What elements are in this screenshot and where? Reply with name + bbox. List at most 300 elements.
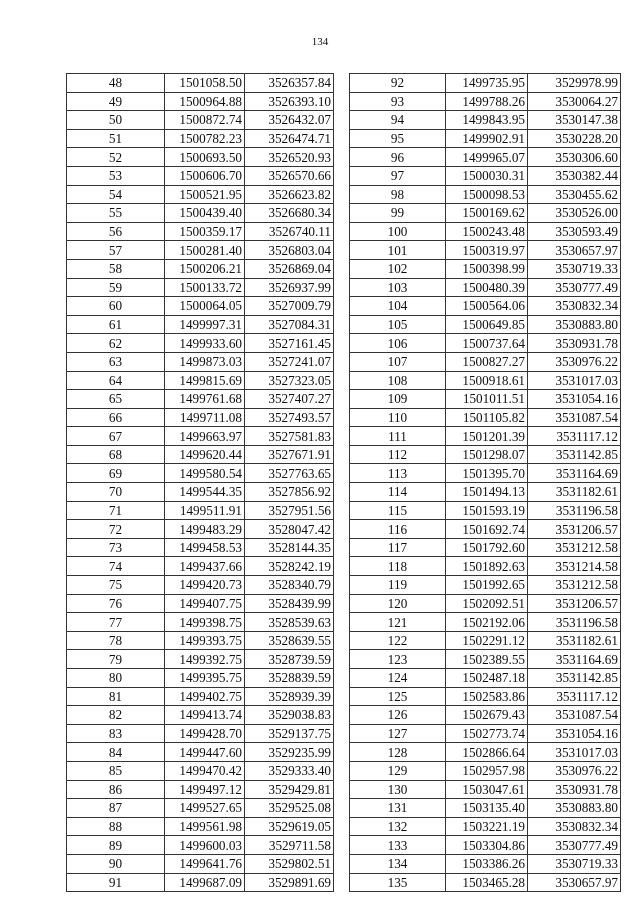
point-number-cell: 125 bbox=[350, 687, 446, 706]
point-number-cell: 95 bbox=[350, 129, 446, 148]
table-row bbox=[67, 166, 334, 185]
point-number-cell: 68 bbox=[67, 445, 165, 464]
table-row bbox=[67, 371, 334, 390]
point-number-cell: 49 bbox=[67, 92, 165, 111]
point-number-cell: 77 bbox=[67, 613, 165, 632]
point-number-cell: 110 bbox=[350, 408, 446, 427]
x-coordinate-cell: 1500872.74 bbox=[165, 111, 245, 130]
table-row bbox=[350, 631, 621, 650]
y-coordinate-cell: 3529333.40 bbox=[245, 761, 334, 780]
y-coordinate-cell: 3530228.20 bbox=[528, 129, 621, 148]
table-row bbox=[350, 799, 621, 818]
y-coordinate-cell: 3529891.69 bbox=[245, 873, 334, 892]
x-coordinate-cell: 1501692.74 bbox=[446, 520, 528, 539]
table-row bbox=[350, 669, 621, 688]
y-coordinate-cell: 3529802.51 bbox=[245, 854, 334, 873]
point-number-cell: 63 bbox=[67, 352, 165, 371]
table-row bbox=[67, 669, 334, 688]
y-coordinate-cell: 3526869.04 bbox=[245, 259, 334, 278]
x-coordinate-cell: 1499620.44 bbox=[165, 445, 245, 464]
point-number-cell: 126 bbox=[350, 706, 446, 725]
table-row bbox=[67, 315, 334, 334]
x-coordinate-cell: 1499873.03 bbox=[165, 352, 245, 371]
x-coordinate-cell: 1499561.98 bbox=[165, 817, 245, 836]
table-row bbox=[67, 520, 334, 539]
x-coordinate-cell: 1501494.13 bbox=[446, 483, 528, 502]
x-coordinate-cell: 1503047.61 bbox=[446, 780, 528, 799]
table-row bbox=[350, 297, 621, 316]
table-row bbox=[350, 315, 621, 334]
point-number-cell: 51 bbox=[67, 129, 165, 148]
x-coordinate-cell: 1500243.48 bbox=[446, 222, 528, 241]
point-number-cell: 72 bbox=[67, 520, 165, 539]
table-row bbox=[350, 594, 621, 613]
table-row bbox=[67, 408, 334, 427]
x-coordinate-cell: 1502773.74 bbox=[446, 724, 528, 743]
point-number-cell: 82 bbox=[67, 706, 165, 725]
x-coordinate-cell: 1503386.26 bbox=[446, 854, 528, 873]
table-row bbox=[67, 297, 334, 316]
table-row bbox=[350, 92, 621, 111]
point-number-cell: 102 bbox=[350, 259, 446, 278]
x-coordinate-cell: 1502957.98 bbox=[446, 761, 528, 780]
point-number-cell: 127 bbox=[350, 724, 446, 743]
y-coordinate-cell: 3528047.42 bbox=[245, 520, 334, 539]
x-coordinate-cell: 1502487.18 bbox=[446, 669, 528, 688]
x-coordinate-cell: 1500827.27 bbox=[446, 352, 528, 371]
point-number-cell: 98 bbox=[350, 185, 446, 204]
y-coordinate-cell: 3527581.83 bbox=[245, 427, 334, 446]
point-number-cell: 100 bbox=[350, 222, 446, 241]
x-coordinate-cell: 1500359.17 bbox=[165, 222, 245, 241]
table-row bbox=[67, 464, 334, 483]
point-number-cell: 50 bbox=[67, 111, 165, 130]
x-coordinate-cell: 1499483.29 bbox=[165, 520, 245, 539]
table-row bbox=[67, 352, 334, 371]
table-row bbox=[67, 743, 334, 762]
y-coordinate-cell: 3531196.58 bbox=[528, 501, 621, 520]
y-coordinate-cell: 3530526.00 bbox=[528, 204, 621, 223]
y-coordinate-cell: 3531017.03 bbox=[528, 743, 621, 762]
table-row bbox=[67, 854, 334, 873]
table-row bbox=[67, 427, 334, 446]
point-number-cell: 117 bbox=[350, 538, 446, 557]
y-coordinate-cell: 3527671.91 bbox=[245, 445, 334, 464]
point-number-cell: 106 bbox=[350, 334, 446, 353]
x-coordinate-cell: 1499641.76 bbox=[165, 854, 245, 873]
table-row bbox=[67, 687, 334, 706]
x-coordinate-cell: 1499420.73 bbox=[165, 576, 245, 595]
point-number-cell: 103 bbox=[350, 278, 446, 297]
y-coordinate-cell: 3529619.05 bbox=[245, 817, 334, 836]
x-coordinate-cell: 1500606.70 bbox=[165, 166, 245, 185]
table-row bbox=[67, 278, 334, 297]
x-coordinate-cell: 1501201.39 bbox=[446, 427, 528, 446]
table-row bbox=[350, 445, 621, 464]
table-row bbox=[67, 92, 334, 111]
y-coordinate-cell: 3526680.34 bbox=[245, 204, 334, 223]
point-number-cell: 129 bbox=[350, 761, 446, 780]
point-number-cell: 116 bbox=[350, 520, 446, 539]
y-coordinate-cell: 3527241.07 bbox=[245, 352, 334, 371]
x-coordinate-cell: 1500398.99 bbox=[446, 259, 528, 278]
x-coordinate-cell: 1499600.03 bbox=[165, 836, 245, 855]
x-coordinate-cell: 1500782.23 bbox=[165, 129, 245, 148]
x-coordinate-cell: 1499407.75 bbox=[165, 594, 245, 613]
y-coordinate-cell: 3531017.03 bbox=[528, 371, 621, 390]
point-number-cell: 121 bbox=[350, 613, 446, 632]
table-row bbox=[67, 204, 334, 223]
x-coordinate-cell: 1499902.91 bbox=[446, 129, 528, 148]
x-coordinate-cell: 1500964.88 bbox=[165, 92, 245, 111]
y-coordinate-cell: 3531164.69 bbox=[528, 650, 621, 669]
y-coordinate-cell: 3531212.58 bbox=[528, 538, 621, 557]
x-coordinate-cell: 1500439.40 bbox=[165, 204, 245, 223]
x-coordinate-cell: 1499843.95 bbox=[446, 111, 528, 130]
table-row bbox=[67, 390, 334, 409]
page-number: 134 bbox=[311, 36, 329, 48]
point-number-cell: 84 bbox=[67, 743, 165, 762]
y-coordinate-cell: 3530883.80 bbox=[528, 799, 621, 818]
x-coordinate-cell: 1499761.68 bbox=[165, 390, 245, 409]
point-number-cell: 112 bbox=[350, 445, 446, 464]
y-coordinate-cell: 3530719.33 bbox=[528, 259, 621, 278]
point-number-cell: 59 bbox=[67, 278, 165, 297]
y-coordinate-cell: 3526432.07 bbox=[245, 111, 334, 130]
point-number-cell: 71 bbox=[67, 501, 165, 520]
table-row bbox=[350, 111, 621, 130]
x-coordinate-cell: 1499458.53 bbox=[165, 538, 245, 557]
y-coordinate-cell: 3526937.99 bbox=[245, 278, 334, 297]
table-row bbox=[350, 538, 621, 557]
y-coordinate-cell: 3530306.60 bbox=[528, 148, 621, 167]
table-row bbox=[67, 129, 334, 148]
point-number-cell: 61 bbox=[67, 315, 165, 334]
y-coordinate-cell: 3530064.27 bbox=[528, 92, 621, 111]
y-coordinate-cell: 3531087.54 bbox=[528, 706, 621, 725]
x-coordinate-cell: 1502679.43 bbox=[446, 706, 528, 725]
point-number-cell: 134 bbox=[350, 854, 446, 873]
table-row bbox=[67, 817, 334, 836]
table-row bbox=[350, 259, 621, 278]
point-number-cell: 89 bbox=[67, 836, 165, 855]
point-number-cell: 107 bbox=[350, 352, 446, 371]
point-number-cell: 62 bbox=[67, 334, 165, 353]
x-coordinate-cell: 1501892.63 bbox=[446, 557, 528, 576]
y-coordinate-cell: 3531054.16 bbox=[528, 724, 621, 743]
y-coordinate-cell: 3526357.84 bbox=[245, 74, 334, 93]
x-coordinate-cell: 1499393.75 bbox=[165, 631, 245, 650]
point-number-cell: 128 bbox=[350, 743, 446, 762]
x-coordinate-cell: 1501395.70 bbox=[446, 464, 528, 483]
x-coordinate-cell: 1500064.05 bbox=[165, 297, 245, 316]
y-coordinate-cell: 3527161.45 bbox=[245, 334, 334, 353]
y-coordinate-cell: 3530657.97 bbox=[528, 241, 621, 260]
x-coordinate-cell: 1500098.53 bbox=[446, 185, 528, 204]
table-row bbox=[67, 650, 334, 669]
point-number-cell: 53 bbox=[67, 166, 165, 185]
point-number-cell: 120 bbox=[350, 594, 446, 613]
point-number-cell: 88 bbox=[67, 817, 165, 836]
point-number-cell: 104 bbox=[350, 297, 446, 316]
point-number-cell: 78 bbox=[67, 631, 165, 650]
y-coordinate-cell: 3531182.61 bbox=[528, 631, 621, 650]
y-coordinate-cell: 3527407.27 bbox=[245, 390, 334, 409]
table-row bbox=[350, 408, 621, 427]
x-coordinate-cell: 1502389.55 bbox=[446, 650, 528, 669]
x-coordinate-cell: 1499413.74 bbox=[165, 706, 245, 725]
table-row bbox=[67, 780, 334, 799]
table-row bbox=[350, 761, 621, 780]
y-coordinate-cell: 3531206.57 bbox=[528, 520, 621, 539]
y-coordinate-cell: 3528242.19 bbox=[245, 557, 334, 576]
table-row bbox=[350, 817, 621, 836]
x-coordinate-cell: 1500030.31 bbox=[446, 166, 528, 185]
table-row bbox=[67, 483, 334, 502]
table-row bbox=[67, 594, 334, 613]
point-number-cell: 64 bbox=[67, 371, 165, 390]
table-row bbox=[67, 631, 334, 650]
table-row bbox=[350, 743, 621, 762]
y-coordinate-cell: 3530931.78 bbox=[528, 334, 621, 353]
y-coordinate-cell: 3529978.99 bbox=[528, 74, 621, 93]
coordinate-table-left bbox=[66, 73, 334, 892]
point-number-cell: 130 bbox=[350, 780, 446, 799]
y-coordinate-cell: 3527323.05 bbox=[245, 371, 334, 390]
y-coordinate-cell: 3526623.82 bbox=[245, 185, 334, 204]
x-coordinate-cell: 1499447.60 bbox=[165, 743, 245, 762]
y-coordinate-cell: 3530719.33 bbox=[528, 854, 621, 873]
y-coordinate-cell: 3531054.16 bbox=[528, 390, 621, 409]
x-coordinate-cell: 1499544.35 bbox=[165, 483, 245, 502]
coordinate-table-right bbox=[349, 73, 621, 892]
y-coordinate-cell: 3529525.08 bbox=[245, 799, 334, 818]
point-number-cell: 123 bbox=[350, 650, 446, 669]
y-coordinate-cell: 3529429.81 bbox=[245, 780, 334, 799]
table-row bbox=[67, 576, 334, 595]
table-row bbox=[350, 148, 621, 167]
x-coordinate-cell: 1499392.75 bbox=[165, 650, 245, 669]
y-coordinate-cell: 3530147.38 bbox=[528, 111, 621, 130]
x-coordinate-cell: 1503304.86 bbox=[446, 836, 528, 855]
table-row bbox=[350, 780, 621, 799]
x-coordinate-cell: 1499527.65 bbox=[165, 799, 245, 818]
x-coordinate-cell: 1501011.51 bbox=[446, 390, 528, 409]
y-coordinate-cell: 3531182.61 bbox=[528, 483, 621, 502]
point-number-cell: 48 bbox=[67, 74, 165, 93]
y-coordinate-cell: 3527084.31 bbox=[245, 315, 334, 334]
table-row bbox=[350, 706, 621, 725]
y-coordinate-cell: 3528340.79 bbox=[245, 576, 334, 595]
x-coordinate-cell: 1500281.40 bbox=[165, 241, 245, 260]
y-coordinate-cell: 3526393.10 bbox=[245, 92, 334, 111]
y-coordinate-cell: 3531164.69 bbox=[528, 464, 621, 483]
table-row bbox=[67, 724, 334, 743]
point-number-cell: 109 bbox=[350, 390, 446, 409]
table-row bbox=[67, 538, 334, 557]
point-number-cell: 133 bbox=[350, 836, 446, 855]
y-coordinate-cell: 3530976.22 bbox=[528, 761, 621, 780]
x-coordinate-cell: 1500133.72 bbox=[165, 278, 245, 297]
table-row bbox=[350, 427, 621, 446]
point-number-cell: 122 bbox=[350, 631, 446, 650]
point-number-cell: 70 bbox=[67, 483, 165, 502]
y-coordinate-cell: 3531214.58 bbox=[528, 557, 621, 576]
y-coordinate-cell: 3528539.63 bbox=[245, 613, 334, 632]
y-coordinate-cell: 3531142.85 bbox=[528, 669, 621, 688]
table-row bbox=[67, 185, 334, 204]
y-coordinate-cell: 3530883.80 bbox=[528, 315, 621, 334]
x-coordinate-cell: 1499815.69 bbox=[165, 371, 245, 390]
y-coordinate-cell: 3527951.56 bbox=[245, 501, 334, 520]
y-coordinate-cell: 3530593.49 bbox=[528, 222, 621, 241]
x-coordinate-cell: 1502583.86 bbox=[446, 687, 528, 706]
table-row bbox=[67, 222, 334, 241]
table-row bbox=[350, 576, 621, 595]
x-coordinate-cell: 1502192.06 bbox=[446, 613, 528, 632]
point-number-cell: 97 bbox=[350, 166, 446, 185]
y-coordinate-cell: 3527009.79 bbox=[245, 297, 334, 316]
y-coordinate-cell: 3530976.22 bbox=[528, 352, 621, 371]
point-number-cell: 90 bbox=[67, 854, 165, 873]
y-coordinate-cell: 3529235.99 bbox=[245, 743, 334, 762]
x-coordinate-cell: 1499398.75 bbox=[165, 613, 245, 632]
point-number-cell: 111 bbox=[350, 427, 446, 446]
table-row bbox=[350, 520, 621, 539]
x-coordinate-cell: 1499735.95 bbox=[446, 74, 528, 93]
table-row bbox=[350, 501, 621, 520]
point-number-cell: 86 bbox=[67, 780, 165, 799]
y-coordinate-cell: 3530455.62 bbox=[528, 185, 621, 204]
y-coordinate-cell: 3526520.93 bbox=[245, 148, 334, 167]
table-row bbox=[67, 761, 334, 780]
x-coordinate-cell: 1499965.07 bbox=[446, 148, 528, 167]
point-number-cell: 69 bbox=[67, 464, 165, 483]
y-coordinate-cell: 3526474.71 bbox=[245, 129, 334, 148]
point-number-cell: 118 bbox=[350, 557, 446, 576]
y-coordinate-cell: 3531117.12 bbox=[528, 427, 621, 446]
table-row bbox=[350, 185, 621, 204]
x-coordinate-cell: 1501593.19 bbox=[446, 501, 528, 520]
point-number-cell: 92 bbox=[350, 74, 446, 93]
table-row bbox=[67, 148, 334, 167]
coordinate-table-left-body bbox=[67, 74, 334, 892]
point-number-cell: 56 bbox=[67, 222, 165, 241]
table-row bbox=[350, 873, 621, 892]
point-number-cell: 99 bbox=[350, 204, 446, 223]
table-row bbox=[350, 836, 621, 855]
y-coordinate-cell: 3531212.58 bbox=[528, 576, 621, 595]
table-row bbox=[67, 111, 334, 130]
x-coordinate-cell: 1499580.54 bbox=[165, 464, 245, 483]
point-number-cell: 66 bbox=[67, 408, 165, 427]
table-row bbox=[350, 241, 621, 260]
table-row bbox=[67, 799, 334, 818]
table-row bbox=[350, 334, 621, 353]
point-number-cell: 83 bbox=[67, 724, 165, 743]
y-coordinate-cell: 3530382.44 bbox=[528, 166, 621, 185]
x-coordinate-cell: 1499395.75 bbox=[165, 669, 245, 688]
table-row bbox=[350, 687, 621, 706]
x-coordinate-cell: 1501792.60 bbox=[446, 538, 528, 557]
point-number-cell: 54 bbox=[67, 185, 165, 204]
x-coordinate-cell: 1503135.40 bbox=[446, 799, 528, 818]
point-number-cell: 81 bbox=[67, 687, 165, 706]
y-coordinate-cell: 3526740.11 bbox=[245, 222, 334, 241]
y-coordinate-cell: 3531196.58 bbox=[528, 613, 621, 632]
y-coordinate-cell: 3531206.57 bbox=[528, 594, 621, 613]
y-coordinate-cell: 3529038.83 bbox=[245, 706, 334, 725]
x-coordinate-cell: 1500564.06 bbox=[446, 297, 528, 316]
y-coordinate-cell: 3531117.12 bbox=[528, 687, 621, 706]
x-coordinate-cell: 1499687.09 bbox=[165, 873, 245, 892]
point-number-cell: 79 bbox=[67, 650, 165, 669]
point-number-cell: 58 bbox=[67, 259, 165, 278]
y-coordinate-cell: 3528739.59 bbox=[245, 650, 334, 669]
table-row bbox=[350, 650, 621, 669]
point-number-cell: 114 bbox=[350, 483, 446, 502]
x-coordinate-cell: 1501298.07 bbox=[446, 445, 528, 464]
x-coordinate-cell: 1499788.26 bbox=[446, 92, 528, 111]
x-coordinate-cell: 1499402.75 bbox=[165, 687, 245, 706]
point-number-cell: 131 bbox=[350, 799, 446, 818]
x-coordinate-cell: 1502291.12 bbox=[446, 631, 528, 650]
point-number-cell: 52 bbox=[67, 148, 165, 167]
x-coordinate-cell: 1503221.19 bbox=[446, 817, 528, 836]
x-coordinate-cell: 1501992.65 bbox=[446, 576, 528, 595]
table-row bbox=[350, 390, 621, 409]
x-coordinate-cell: 1500649.85 bbox=[446, 315, 528, 334]
x-coordinate-cell: 1501105.82 bbox=[446, 408, 528, 427]
table-row bbox=[67, 836, 334, 855]
y-coordinate-cell: 3526570.66 bbox=[245, 166, 334, 185]
point-number-cell: 113 bbox=[350, 464, 446, 483]
table-row bbox=[67, 74, 334, 93]
table-row bbox=[350, 557, 621, 576]
table-row bbox=[67, 334, 334, 353]
y-coordinate-cell: 3528144.35 bbox=[245, 538, 334, 557]
table-row bbox=[350, 352, 621, 371]
x-coordinate-cell: 1499497.12 bbox=[165, 780, 245, 799]
table-row bbox=[67, 501, 334, 520]
table-row bbox=[350, 464, 621, 483]
point-number-cell: 80 bbox=[67, 669, 165, 688]
x-coordinate-cell: 1499997.31 bbox=[165, 315, 245, 334]
table-row bbox=[67, 873, 334, 892]
table-row bbox=[350, 613, 621, 632]
point-number-cell: 135 bbox=[350, 873, 446, 892]
table-row bbox=[350, 371, 621, 390]
x-coordinate-cell: 1499511.91 bbox=[165, 501, 245, 520]
y-coordinate-cell: 3531142.85 bbox=[528, 445, 621, 464]
x-coordinate-cell: 1499437.66 bbox=[165, 557, 245, 576]
point-number-cell: 108 bbox=[350, 371, 446, 390]
point-number-cell: 75 bbox=[67, 576, 165, 595]
x-coordinate-cell: 1500918.61 bbox=[446, 371, 528, 390]
x-coordinate-cell: 1499428.70 bbox=[165, 724, 245, 743]
point-number-cell: 65 bbox=[67, 390, 165, 409]
y-coordinate-cell: 3528439.99 bbox=[245, 594, 334, 613]
x-coordinate-cell: 1499663.97 bbox=[165, 427, 245, 446]
table-row bbox=[350, 204, 621, 223]
y-coordinate-cell: 3530931.78 bbox=[528, 780, 621, 799]
table-row bbox=[67, 557, 334, 576]
point-number-cell: 124 bbox=[350, 669, 446, 688]
point-number-cell: 55 bbox=[67, 204, 165, 223]
x-coordinate-cell: 1500737.64 bbox=[446, 334, 528, 353]
x-coordinate-cell: 1500693.50 bbox=[165, 148, 245, 167]
x-coordinate-cell: 1502092.51 bbox=[446, 594, 528, 613]
